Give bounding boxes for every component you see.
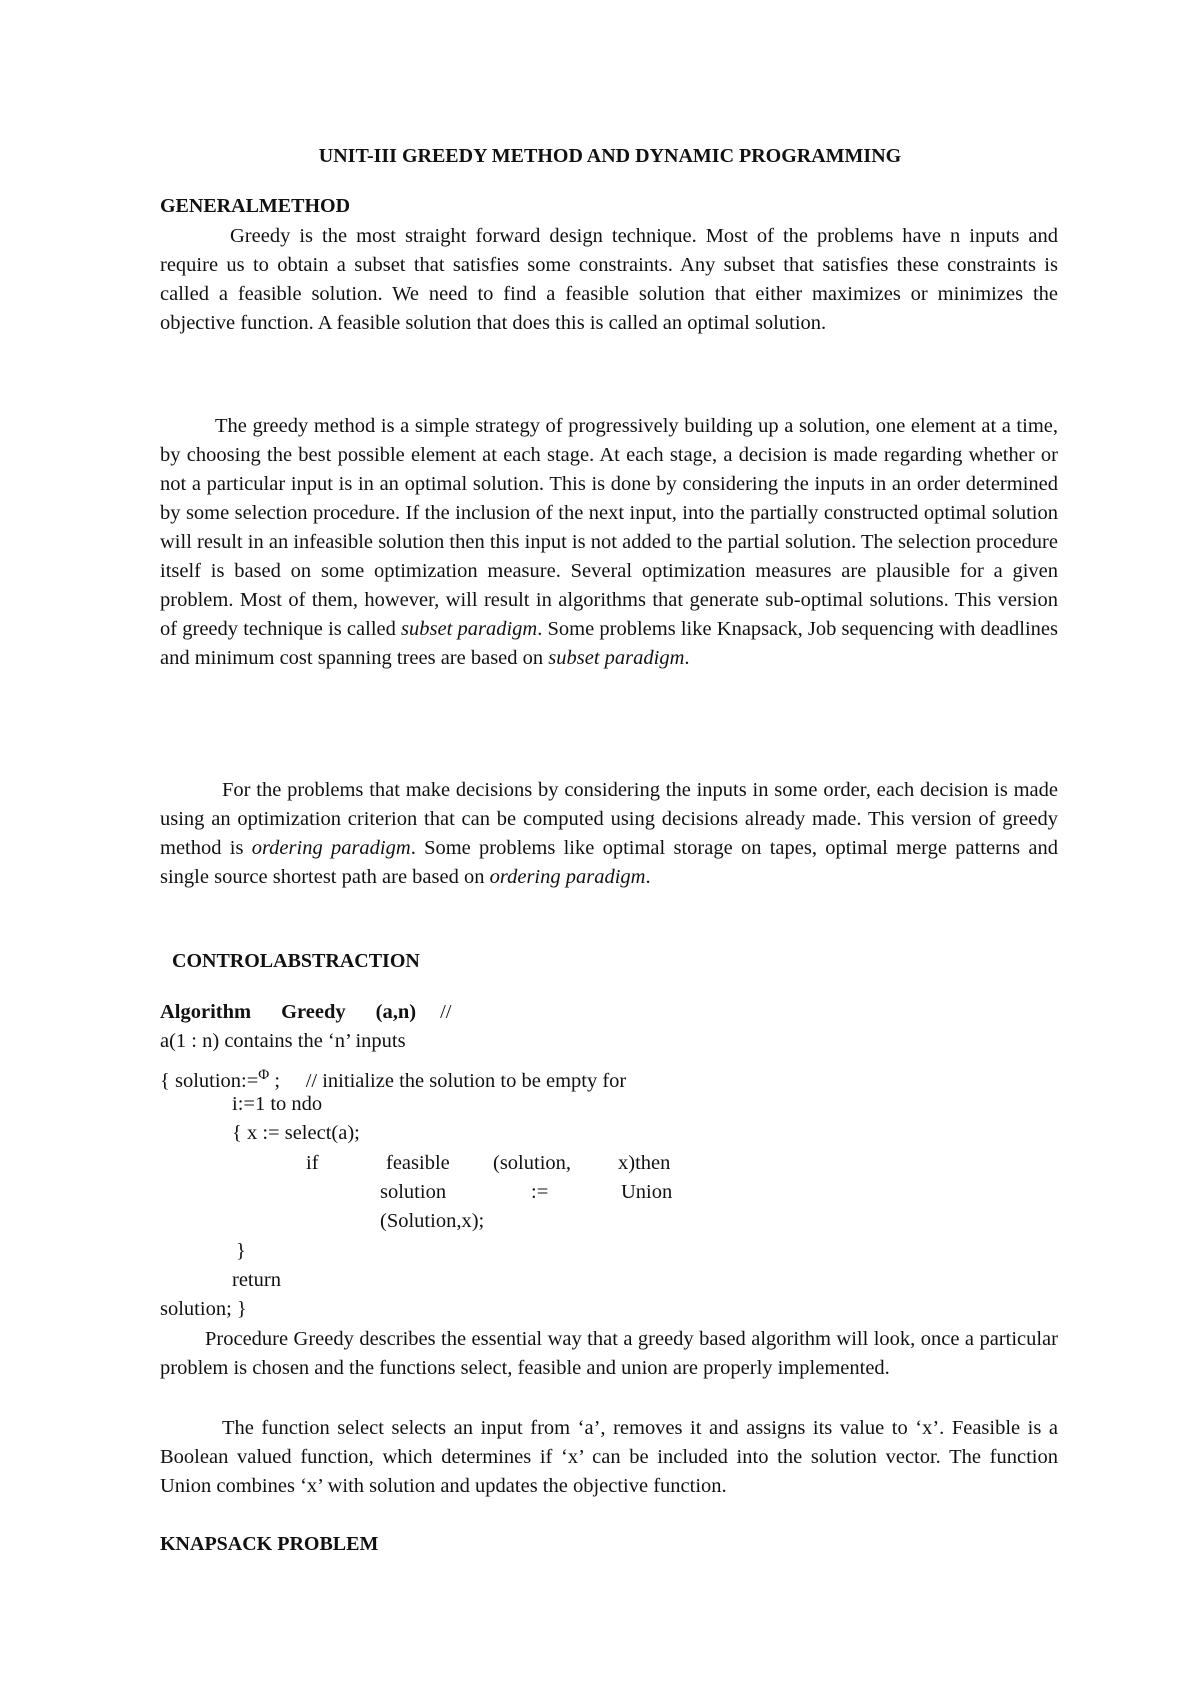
code-assign: :=: [531, 1181, 549, 1203]
code-text: ; // initialize the solution to be empty for: [269, 1070, 627, 1092]
algorithm-line-for: i:=1 to ndo: [232, 1093, 323, 1115]
paragraph-text: .: [684, 647, 690, 669]
algorithm-params: (a,n): [375, 1001, 417, 1023]
algorithm-line-return: return: [232, 1269, 281, 1291]
algorithm-line-inputs: a(1 : n) contains the ‘n’ inputs: [160, 1030, 406, 1052]
algorithm-line-union-args: (Solution,x);: [380, 1210, 485, 1232]
heading-knapsack-problem: KNAPSACK PROBLEM: [160, 1533, 379, 1555]
paragraph-text: . Some problems like optimal storage on tapes, optimal merge patterns and single source shortest path are based on: [160, 837, 1058, 888]
code-solution: solution: [380, 1181, 447, 1203]
heading-general-method: GENERALMETHOD: [160, 195, 351, 217]
heading-control-abstraction: CONTROLABSTRACTION: [172, 950, 420, 972]
algorithm-line-end: solution; }: [160, 1298, 247, 1320]
algorithm-keyword: Algorithm: [160, 1001, 252, 1023]
paragraph-text: .: [645, 866, 651, 888]
code-then: x)then: [618, 1152, 671, 1174]
algorithm-name: Greedy: [281, 1001, 346, 1023]
phi-symbol: Φ: [258, 1067, 270, 1083]
code-union: Union: [621, 1181, 673, 1203]
paragraph-greedy-intro: Greedy is the most straight forward design technique. Most of the problems have n inputs and require us to obtain a subset that satisfies some constraints. Any subset that satisfies these constraints is called a feasible solution. We need to find a feasible solution that either maximizes or minimizes the objective function. A feasible solution that does this is called an optimal solution.: [160, 225, 1058, 334]
paragraph-ordering-paradigm: [160, 776, 1058, 892]
code-feasible: feasible: [386, 1152, 450, 1174]
emphasis-subset-paradigm: subset paradigm: [401, 618, 538, 640]
algorithm-line-init: [160, 1061, 626, 1096]
algorithm-line-select: { x := select(a);: [232, 1122, 360, 1144]
algorithm-comment-mark: //: [440, 1001, 452, 1023]
paragraph-text: . Some problems like Knapsack, Job sequencing with deadlines and minimum cost spanning trees are based on: [160, 618, 1058, 669]
page-title: UNIT-III GREEDY METHOD AND DYNAMIC PROGRAMMING: [318, 145, 902, 167]
code-text: { solution:=: [160, 1070, 259, 1092]
paragraph-text: For the problems that make decisions by considering the inputs in some order, each decision is made using an optimization criterion that can be computed using decisions already made. This version of greedy method is: [160, 779, 1058, 859]
paragraph-function-select: The function select selects an input from ‘a’, removes it and assigns its value to ‘x’. Feasible is a Boolean valued function, which determines if ‘x’ can be included into the solution vector. The function Union combines ‘x’ with solution and updates the objective function.: [160, 1417, 1058, 1497]
code-feasible-args: (solution,: [493, 1152, 572, 1174]
emphasis-ordering-paradigm: ordering paradigm: [489, 866, 646, 888]
emphasis-ordering-paradigm: ordering paradigm: [251, 837, 411, 859]
paragraph-procedure-greedy: Procedure Greedy describes the essential way that a greedy based algorithm will look, once a particular problem is chosen and the functions select, feasible and union are properly implemented.: [160, 1328, 1058, 1379]
emphasis-subset-paradigm: subset paradigm: [548, 647, 685, 669]
algorithm-line-close: }: [236, 1240, 246, 1262]
algorithm-header: [160, 998, 451, 1027]
code-if: if: [306, 1152, 319, 1174]
paragraph-text: The greedy method is a simple strategy of progressively building up a solution, one element at a time, by choosing the best possible element at each stage. At each stage, a decision is made regarding whether or not a particular input is in an optimal solution. This is done by considering the inputs in an order determined by some selection procedure. If the inclusion of the next input, into the partially constructed optimal solution will result in an infeasible solution then this input is not added to the partial solution. The selection procedure itself is based on some optimization measure. Several optimization measures are plausible for a given problem. Most of them, however, will result in algorithms that generate sub-optimal solutions. This version of greedy technique is called: [160, 415, 1058, 640]
paragraph-greedy-strategy: [160, 412, 1058, 673]
